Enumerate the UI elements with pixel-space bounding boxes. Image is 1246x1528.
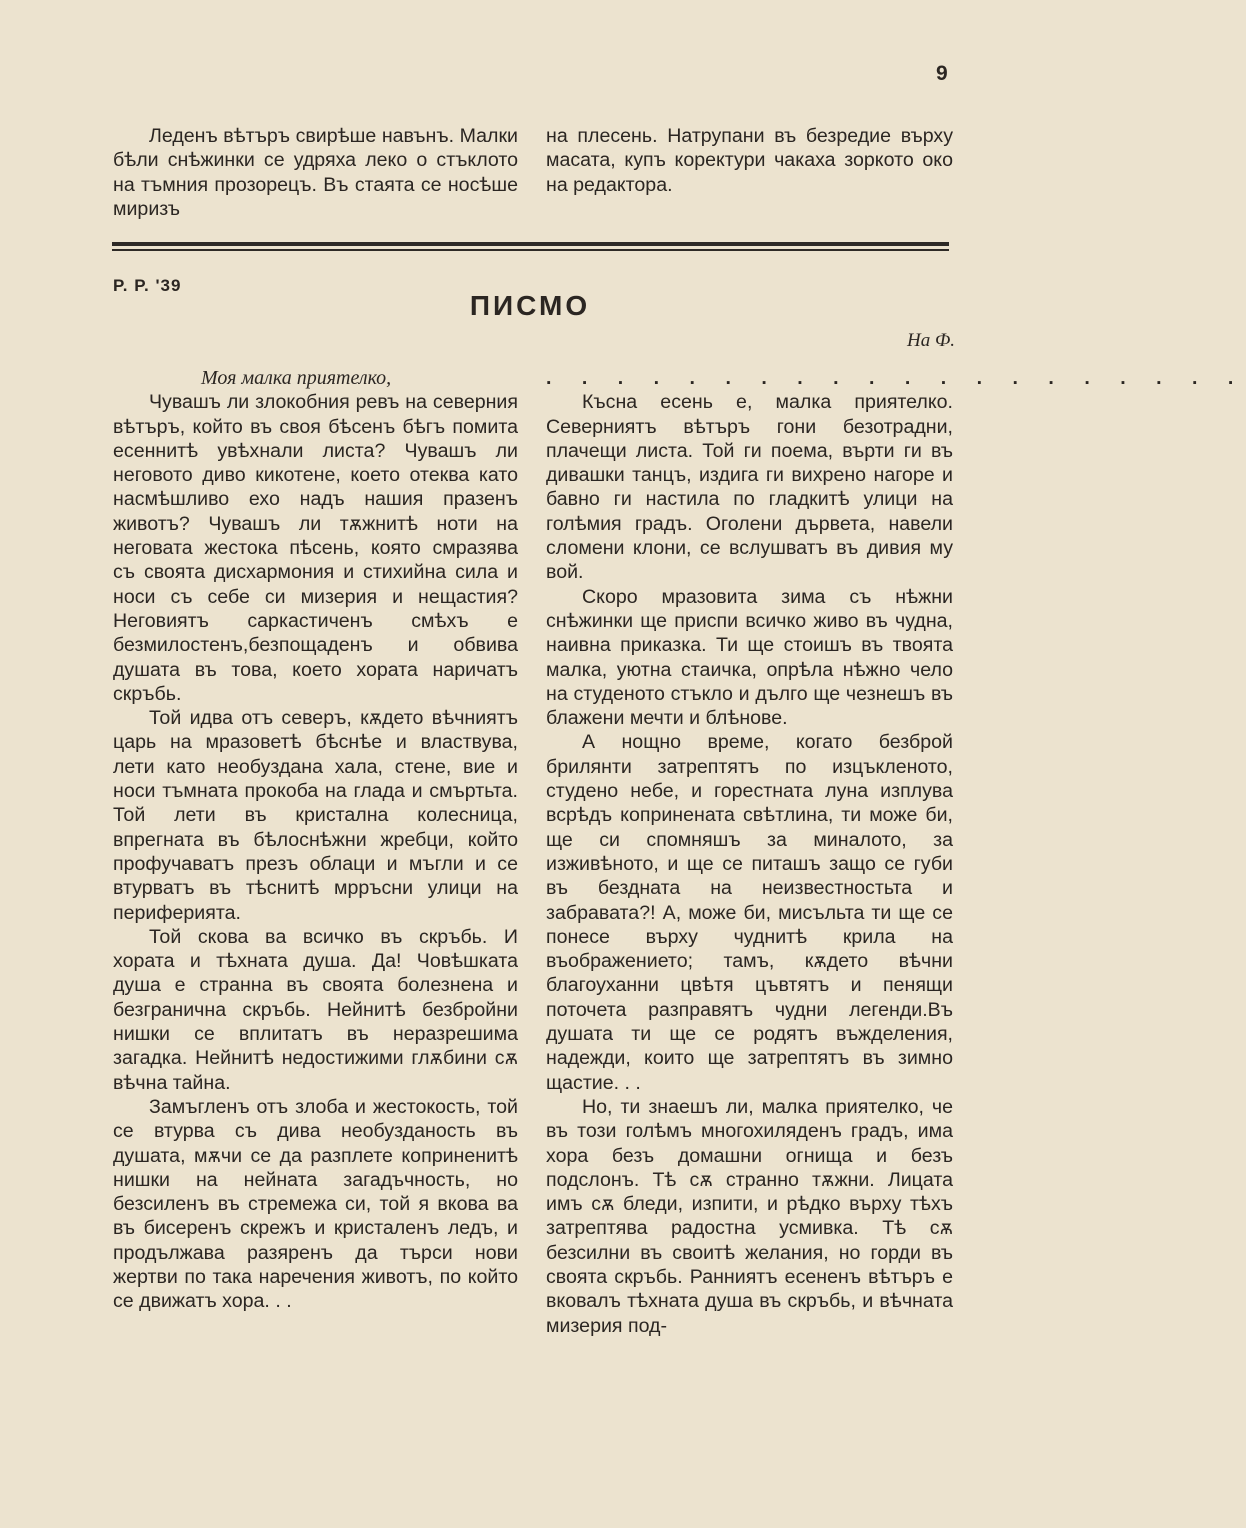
dedication: На Ф.: [906, 330, 955, 351]
letter-paragraph: Но, ти знаешъ ли, малка приятелко, че въ този голѣмъ многохиляденъ градъ, има хора безъ домашни огнища и безъ подслонъ. Тѣ сѫ странно тѫжни. Лицата имъ сѫ бледи, изпити, и рѣдко върху тѣхъ затрептява радостна усмивка. Тѣ сѫ безсилни въ своитѣ желания, но горди въ своята скръбь. Ранниятъ есененъ вѣтъръ е вковалъ тѣхната душа въ скръбь, и вѣчната мизерия под-: [546, 1095, 953, 1337]
page-number: 9: [936, 62, 948, 85]
top-story-left-column: [113, 124, 518, 221]
divider-rule: [112, 242, 949, 246]
divider-rule: [112, 249, 949, 251]
section-break-dots: . . . . . . . . . . . . . . . . . . . .: [546, 367, 1246, 389]
letter-paragraph: А нощно време, когато безброй брилянти затрептятъ по изцъкленото, студено небе, и горестната луна изплува всрѣдъ копринената свѣтлина, ти може би, ще си спомняшъ за миналото, за изживѣното, и ще се питашъ защо се губи въ бездната на неизвестностьта и забравата?! А, може би, мисъльта ти ще се понесе върху чуднитѣ крила на въображението; тамъ, кѫдето вѣчни благоуханни цвѣтя цъвтятъ и пенящи поточета разправятъ чудни легенди.Въ душата ти ще се родятъ въжделения, надежди, които ще затрептятъ въ зимно щастие. . .: [546, 731, 953, 1094]
top-story-paragraph: Леденъ вѣтъръ свирѣше навънъ. Малки бѣли снѣжинки се удряха леко о стъклото на тъмния прозорецъ. Въ стаята се носѣше миризъ: [113, 125, 518, 220]
author-signature: Р. Р. '39: [113, 276, 182, 295]
letter-paragraph: Чувашъ ли злокобния ревъ на северния вѣтъръ, който въ своя бѣсенъ бѣгъ помита есеннитѣ увѣхнали листа? Чувашъ ли неговото диво кикотене, което отеква като насмѣшливо ехо надъ нашия празенъ животъ? Чувашъ ли тѫжнитѣ ноти на неговата жестока пѣсень, която смразява съ своята дисхармония и стихийна сила и носи съ себе си мизерия и нещастия? Неговиятъ саркастиченъ смѣхъ е безмилостенъ,безпощаденъ и обвива душата въ това, което хората наричатъ скръбь.: [113, 391, 518, 705]
letter-paragraph: Замъгленъ отъ злоба и жестокость, той се втурва съ дива необузданость въ душата, мѫчи се да разплете коприненитѣ нишки на нейната загадъчность, но безсиленъ въ стремежа си, той я вкова ва въ бисеренъ скрежъ и кристаленъ ледъ, и продължава разяренъ да търси нови жертви по така наречения животъ, по който се движатъ хора. . .: [113, 1095, 518, 1313]
salutation: Моя малка приятелко,: [201, 367, 392, 389]
letter-paragraph: Късна есень е, малка приятелко. Северниятъ вѣтъръ гони безотрадни, плачещи листа. Той ги поема, върти ги въ дивашки танцъ, издига ги вихрено нагоре и бавно ги настила по гладкитѣ улици на голѣмия градъ. Оголени дървета, навели сломени клони, се вслушватъ въ дивия му вой.: [546, 391, 953, 584]
letter-left-column: [113, 366, 518, 1314]
letter-paragraph: Той скова вa всичко въ скръбь. И хората и тѣхната душа. Да! Човѣшката душа е странна въ своята болезнена и безгранична скръбь. Нейнитѣ безбройни нишки се вплитатъ въ неразрешима загадка. Нейнитѣ недостижими глѫбини сѫ вѣчна тайна.: [113, 925, 518, 1094]
letter-paragraph: Скоро мразовита зима съ нѣжни снѣжинки ще приспи всичко живо въ чудна, наивна приказка. Ти ще стоишъ въ твоята малка, уютна стаичка, опрѣла нѣжно чело на студеното стъкло и дълго ще чезнешъ въ блажени мечти и блѣнове.: [546, 585, 953, 730]
letter-right-column: [546, 366, 1246, 1338]
article-title: ПИСМО: [469, 290, 591, 321]
top-story-paragraph: на плесень. Натрупани въ безредие върху масата, купъ коректури чакаха зоркото око на редактора.: [546, 125, 953, 196]
letter-paragraph: Той идва отъ северъ, кѫдето вѣчниятъ царь на мразоветѣ бѣснѣе и властвува, лети като необуздана хала, стене, вие и носи тъмната прокоба на глада и смъртьта. Той лети въ кристална колесница, впрегната въ бѣлоснѣжни жребци, който профучаватъ презъ облаци и мъгли и се втурватъ въ тѣснитѣ мрръсни улици на периферията.: [113, 707, 518, 924]
top-story-right-column: [546, 124, 953, 197]
